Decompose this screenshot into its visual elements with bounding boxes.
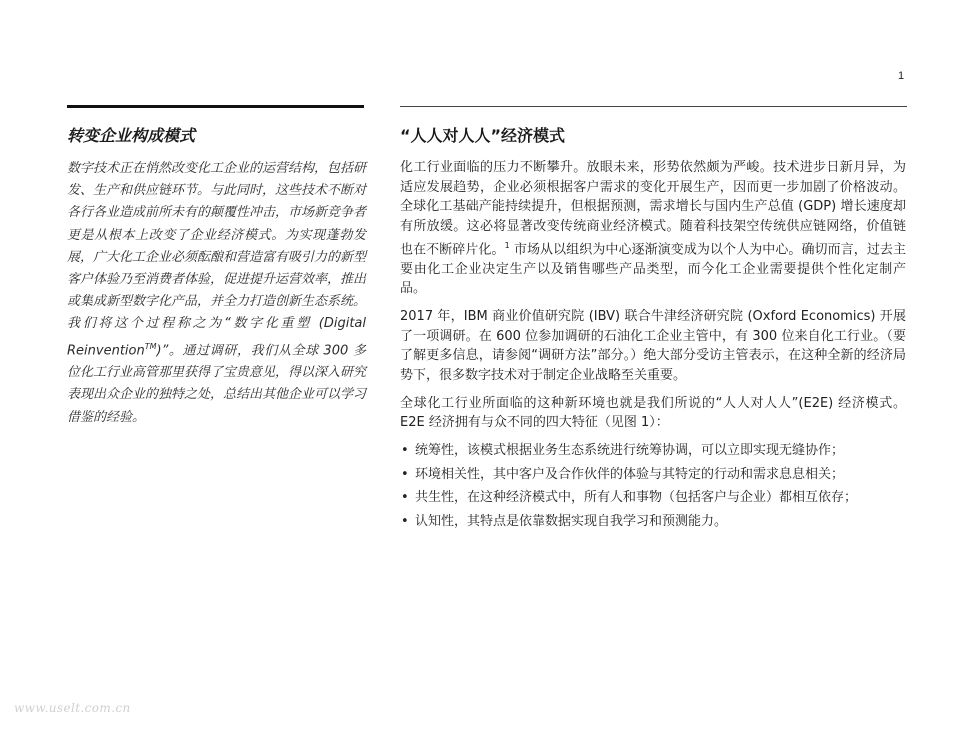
list-item xyxy=(400,441,906,461)
list-item-text: 环境相关性，其中客户及合作伙伴的体验与其特定的行动和需求息息相关； xyxy=(415,466,845,482)
list-item-text: 认知性，其特点是依靠数据实现自我学习和预测能力。 xyxy=(415,513,728,529)
body-paragraph-3: 全球化工行业所面临的这种新环境也就是我们所说的“人人对人人”(E2E) 经济模式。E2E 经济拥有与众不同的四大特征（见图 1）： xyxy=(400,395,906,431)
feature-list xyxy=(400,441,906,531)
intro-text-part-2: )”。通过调研，我们从全球 300 多位化工行业高管那里获得了宝贵意见，得以深入研究表现出众企业的独特之处，总结出其他企业可以学习借鉴的经验。 xyxy=(67,342,367,425)
intro-paragraph xyxy=(67,158,366,429)
right-title-rule xyxy=(400,106,907,107)
bullet-icon: • xyxy=(401,513,409,529)
list-item xyxy=(400,465,906,485)
list-item xyxy=(400,488,906,508)
page-number: 1 xyxy=(898,70,905,82)
left-title-rule xyxy=(67,105,364,108)
body-paragraph-2: 2017 年，IBM 商业价值研究院 (IBV) 联合牛津经济研究院 (Oxford Economics) 开展了一项调研。在 600 位参加调研的石油化工企业主管中，有 300 位来自化工行业。（要了解更多信息，请参阅“调研方法”部分。）绝大部分受访主管表示，在这种全新的经济局势下，很多数字技术对于制定企业战略至关重要。 xyxy=(400,309,906,383)
bullet-icon: • xyxy=(401,490,409,506)
body-column xyxy=(400,158,906,535)
body-paragraph-1 xyxy=(400,158,906,299)
intro-text-part-1: 数字技术正在悄然改变化工企业的运营结构，包括研发、生产和供应链环节。与此同时，这些技术不断对各行各业造成前所未有的颠覆性冲击，市场新竞争者更是从根本上改变了企业经济模式。为实现蓬勃发展，广大化工企业必须酝酿和营造富有吸引力的新型客户体验乃至消费者体验，促进提升运营效率，推出或集成新型数字化产品，并全力打造创新生态系统。我们将这个过程称之为“数字化重塑 (Digital Reinvention xyxy=(67,161,367,358)
section-title-transform: 转变企业构成模式 xyxy=(67,126,196,145)
bullet-icon: • xyxy=(401,466,409,482)
watermark: www.uselt.com.cn xyxy=(14,701,131,715)
bullet-icon: • xyxy=(401,443,409,459)
paragraph-1-part-2: 市场从以组织为中心逐渐演变成为以个人为中心。确切而言，过去主要由化工企业决定生产以及销售哪些产品类型，而今化工企业需要提供个性化定制产品。 xyxy=(400,242,906,297)
list-item-text: 共生性，在这种经济模式中，所有人和事物（包括客户与企业）都相互依存； xyxy=(415,490,858,506)
list-item xyxy=(400,512,906,532)
section-title-e2e: “人人对人人”经济模式 xyxy=(400,126,566,145)
trademark-superscript: TM xyxy=(144,341,157,351)
list-item-text: 统筹性，该模式根据业务生态系统进行统筹协调，可以立即实现无缝协作； xyxy=(415,443,845,459)
footnote-ref-1: 1 xyxy=(504,241,510,250)
paragraph-1-part-1: 化工行业面临的压力不断攀升。放眼未来，形势依然颇为严峻。技术进步日新月异，为适应发展趋势，企业必须根据客户需求的变化开展生产，因而更一步加剧了价格波动。全球化工基础产能持续提升，但根据预测，需求增长与国内生产总值 (GDP) 增长速度却有所放缓。这必将显著改变传统商业经济模式。随着科技架空传统供应链网络，价值链也在不断碎片化。 xyxy=(400,160,906,258)
